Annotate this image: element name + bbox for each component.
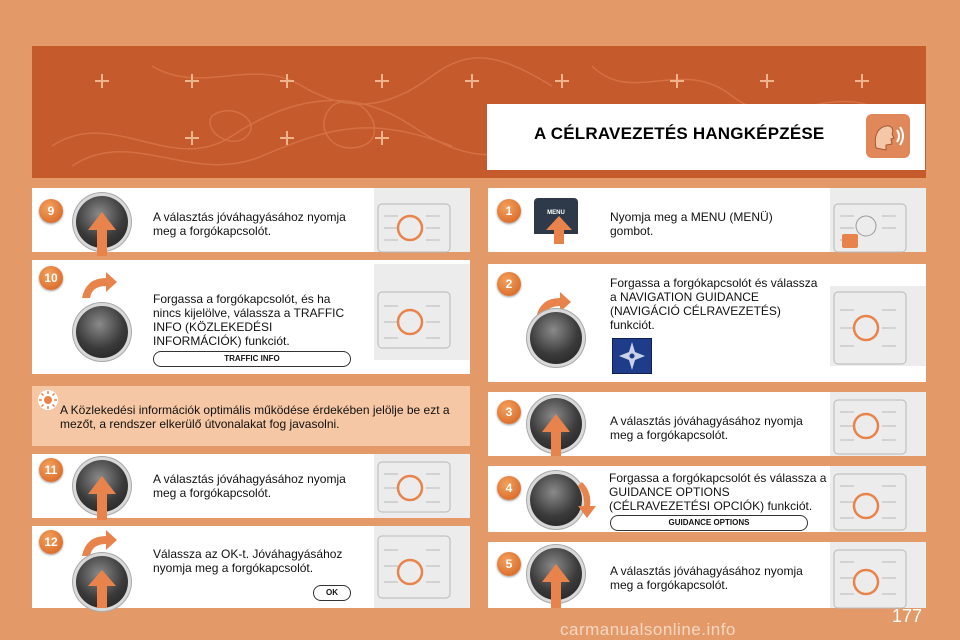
step-number: 10 [39,266,63,290]
menu-option-pill: TRAFFIC INFO [153,351,351,367]
watermark-text: carmanualsonline.info [560,620,736,639]
page-title: A CÉLRAVEZETÉS HANGKÉPZÉSE [534,124,825,143]
menu-option-pill: GUIDANCE OPTIONS [610,515,808,531]
step-number: 4 [497,476,521,500]
step-text: A választás jóváhagyásához nyomja meg a forgókapcsolót. [153,472,346,500]
step-text: Forgassa a forgókapcsolót, és ha nincs kijelölve, válassza a TRAFFIC INFO (KÖZLEKEDÉSI INFORMÁCIÓK) funkciót. [153,292,345,348]
step-number: 11 [39,458,63,482]
menu-button: MENU [534,198,578,234]
page-number: 177 [891,606,922,626]
step-number: 2 [497,272,521,296]
step-number: 3 [497,400,521,424]
step-text: A választás jóváhagyásához nyomja meg a forgókapcsolót. [153,210,346,238]
step-text: Forgassa a forgókapcsolót és válassza a NAVIGATION GUIDANCE (NAVIGÁCIÓ CÉLRAVEZETÉS) funkciót. [610,276,818,332]
step-number: 9 [39,199,63,223]
step-text: A választás jóváhagyásához nyomja meg a forgókapcsolót. [610,414,803,442]
ok-option-pill: OK [313,585,351,601]
step-text: Forgassa a forgókapcsolót és válassza a GUIDANCE OPTIONS (CÉLRAVEZETÉSI OPCIÓK) funkciót. [609,471,827,513]
step-number: 1 [497,199,521,223]
step-text: Nyomja meg a MENU (MENÜ) gombot. [610,210,773,238]
step-number: 12 [39,530,63,554]
step-number: 5 [497,552,521,576]
info-note-text: A Közlekedési információk optimális működése érdekében jelölje be ezt a mezőt, a rendszer elkerülő útvonalakat fog javasolni. [60,403,450,431]
step-text: A választás jóváhagyásához nyomja meg a forgókapcsolót. [610,564,803,592]
step-text: Válassza az OK-t. Jóváhagyásához nyomja meg a forgókapcsolót. [153,547,343,575]
